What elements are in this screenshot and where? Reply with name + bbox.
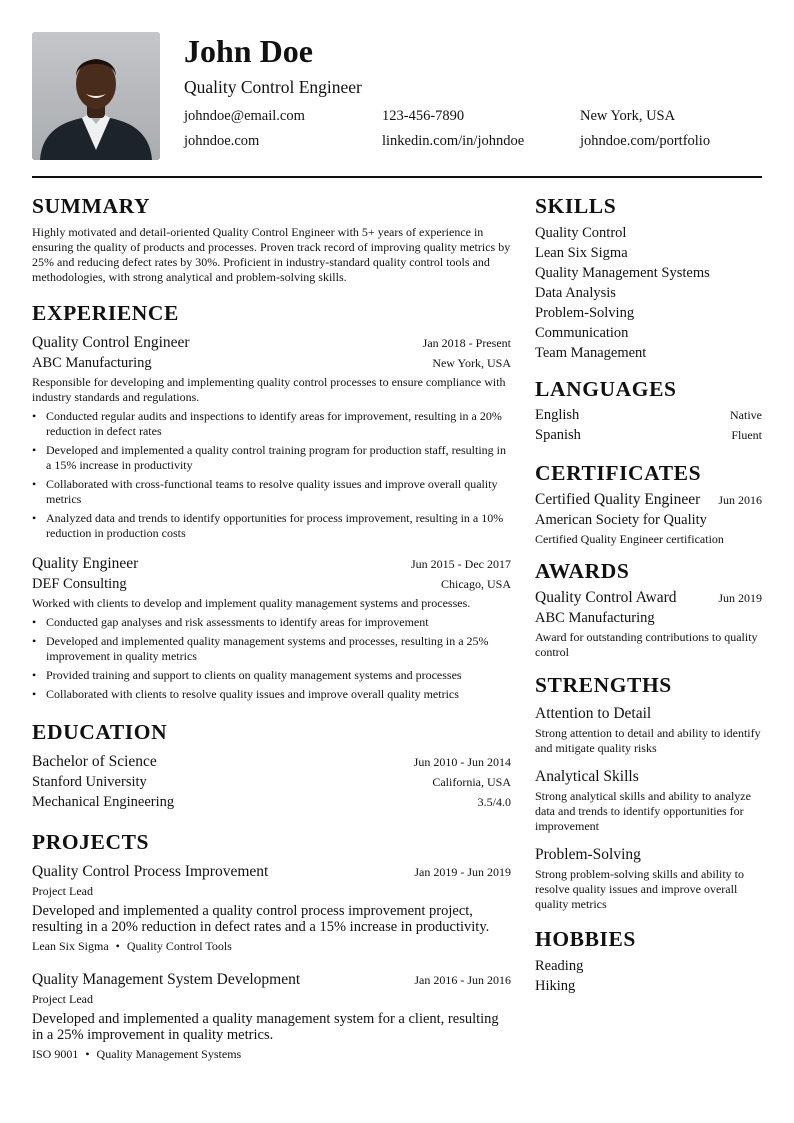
- job-title: Quality Engineer: [32, 555, 139, 572]
- language-name: Spanish: [535, 427, 581, 443]
- education-section: [32, 719, 511, 812]
- strength-title: Problem-Solving: [535, 846, 641, 863]
- linkedin-link[interactable]: linkedin.com/in/johndoe: [382, 133, 525, 149]
- person-portrait-icon: [32, 32, 160, 160]
- gpa: 3.5/4.0: [477, 795, 511, 809]
- profile-photo: [32, 32, 160, 160]
- project-description: Developed and implemented a quality management system for a client, resulting in a 25% improvement in quality metrics.: [32, 1011, 499, 1043]
- certificates-section: [535, 460, 762, 547]
- section-heading: STRENGTHS: [535, 673, 672, 697]
- job-dates: Jan 2018 - Present: [422, 336, 511, 350]
- section-heading: SKILLS: [535, 194, 617, 218]
- strength-entry: [535, 704, 762, 756]
- candidate-name: John Doe: [184, 33, 313, 69]
- project-role: Project Lead: [32, 884, 93, 898]
- skill-item: Quality Management Systems: [535, 265, 710, 281]
- strength-title: Analytical Skills: [535, 768, 639, 785]
- location: New York, USA: [580, 108, 676, 124]
- award-date: Jun 2019: [718, 591, 762, 605]
- section-heading: EXPERIENCE: [32, 301, 179, 325]
- skill-item: Lean Six Sigma: [535, 245, 628, 261]
- phone-number[interactable]: 123-456-7890: [382, 108, 465, 124]
- job-description: Worked with clients to develop and implement quality management systems and processes.: [32, 596, 471, 610]
- experience-section: [32, 300, 511, 702]
- certificate-date: Jun 2016: [718, 493, 762, 507]
- award-description: Award for outstanding contributions to quality control: [535, 630, 758, 659]
- project-description: Developed and implemented a quality control process improvement project, resulting in a 20% reduction in defect rates and a 15% increase in productivity.: [32, 903, 490, 935]
- company-name: DEF Consulting: [32, 576, 127, 592]
- project-tags: Lean Six Sigma • Quality Control Tools: [32, 939, 232, 953]
- achievement-list: [32, 615, 511, 702]
- skills-section: [535, 193, 762, 363]
- company-name: ABC Manufacturing: [32, 355, 152, 371]
- hobby-item: Reading: [535, 958, 584, 974]
- resume-header: [32, 32, 762, 160]
- job-description: Responsible for developing and implementing quality control processes to ensure compliance with industry standards and regulations.: [32, 375, 506, 404]
- job-dates: Jun 2015 - Dec 2017: [411, 557, 511, 571]
- strength-description: Strong analytical skills and ability to analyze data and trends to identify opportunities for improvement: [535, 789, 751, 833]
- project-dates: Jan 2019 - Jun 2019: [414, 865, 511, 879]
- list-item: • Conducted regular audits and inspections to identify areas for improvement, resulting in a 20% reduction in defect rates: [32, 409, 511, 439]
- job-title: Quality Control Engineer: [184, 77, 362, 97]
- project-dates: Jan 2016 - Jun 2016: [414, 973, 511, 987]
- strength-entry: [535, 845, 762, 912]
- project-title: Quality Control Process Improvement: [32, 863, 269, 880]
- tag: Lean Six Sigma: [32, 939, 109, 953]
- strengths-section: [535, 672, 762, 912]
- list-item: • Analyzed data and trends to identify opportunities for process improvement, resulting in a 10% reduction in production costs: [32, 511, 511, 541]
- job-entry: [32, 554, 511, 702]
- language-level: Native: [730, 408, 762, 422]
- left-column: [32, 193, 511, 1062]
- strength-title: Attention to Detail: [535, 705, 652, 722]
- certificate-issuer: American Society for Quality: [535, 512, 707, 528]
- languages-section: [535, 376, 762, 445]
- header-divider: [32, 176, 762, 178]
- skill-item: Communication: [535, 325, 629, 341]
- degree: Bachelor of Science: [32, 753, 157, 770]
- skill-item: Quality Control: [535, 225, 627, 241]
- school-location: California, USA: [432, 775, 511, 789]
- skill-item: Team Management: [535, 345, 647, 361]
- right-column: [535, 193, 762, 996]
- school-name: Stanford University: [32, 774, 147, 790]
- job-entry: [32, 333, 511, 541]
- list-item: • Developed and implemented quality management systems and processes, resulting in a 25% improvement in quality metrics: [32, 634, 511, 664]
- job-title: Quality Control Engineer: [32, 334, 190, 351]
- hobbies-section: [535, 926, 762, 996]
- summary-text: Highly motivated and detail-oriented Quality Control Engineer with 5+ years of experience in ensuring the quality of products and processes. Proven track record of improving quality metrics by 25% and reducing defect rates by 30%. Proficient in industry-standard quality control tools and methodologies, with strong analytical and problem-solving skills.: [32, 225, 511, 284]
- email-link[interactable]: johndoe@email.com: [184, 108, 305, 124]
- language-name: English: [535, 407, 580, 423]
- tag: Quality Management Systems: [96, 1047, 242, 1061]
- section-heading: CERTIFICATES: [535, 461, 702, 485]
- tag: Quality Control Tools: [126, 939, 232, 953]
- list-item: • Collaborated with cross-functional teams to resolve quality issues and improve overall quality metrics: [32, 477, 511, 507]
- job-location: New York, USA: [432, 356, 511, 370]
- language-level: Fluent: [731, 428, 762, 442]
- skill-item: Problem-Solving: [535, 305, 635, 321]
- project-role: Project Lead: [32, 992, 93, 1006]
- project-entry: [32, 970, 511, 1062]
- section-heading: AWARDS: [535, 559, 630, 583]
- section-heading: EDUCATION: [32, 720, 168, 744]
- strength-entry: [535, 767, 762, 834]
- contact-info: [184, 107, 762, 151]
- awards-section: [535, 558, 762, 660]
- projects-section: [32, 829, 511, 1062]
- tag: ISO 9001: [32, 1047, 79, 1061]
- award-title: Quality Control Award: [535, 589, 677, 606]
- section-heading: HOBBIES: [535, 927, 636, 951]
- strength-description: Strong attention to detail and ability to identify and mitigate quality risks: [535, 726, 761, 755]
- job-location: Chicago, USA: [441, 577, 511, 591]
- award-issuer: ABC Manufacturing: [535, 610, 655, 626]
- list-item: • Developed and implemented a quality control training program for production staff, resulting in a 15% increase in productivity: [32, 443, 511, 473]
- project-entry: [32, 862, 511, 954]
- summary-section: [32, 193, 511, 285]
- skill-item: Data Analysis: [535, 285, 616, 301]
- section-heading: SUMMARY: [32, 194, 151, 218]
- list-item: • Conducted gap analyses and risk assessments to identify areas for improvement: [32, 615, 511, 630]
- section-heading: PROJECTS: [32, 830, 150, 854]
- achievement-list: [32, 409, 511, 541]
- website-link[interactable]: johndoe.com: [184, 133, 260, 149]
- field-of-study: Mechanical Engineering: [32, 794, 175, 810]
- strength-description: Strong problem-solving skills and ability to resolve quality issues and improve overall quality metrics: [535, 867, 744, 911]
- section-heading: LANGUAGES: [535, 377, 677, 401]
- project-title: Quality Management System Development: [32, 971, 301, 988]
- hobby-item: Hiking: [535, 978, 576, 994]
- list-item: • Provided training and support to clients on quality management systems and processes: [32, 668, 511, 683]
- education-dates: Jun 2010 - Jun 2014: [413, 755, 511, 769]
- certificate-title: Certified Quality Engineer: [535, 491, 701, 508]
- list-item: • Collaborated with clients to resolve quality issues and improve overall quality metrics: [32, 687, 511, 702]
- portfolio-link[interactable]: johndoe.com/portfolio: [580, 133, 711, 149]
- project-tags: ISO 9001 • Quality Management Systems: [32, 1047, 242, 1061]
- certificate-description: Certified Quality Engineer certification: [535, 532, 724, 546]
